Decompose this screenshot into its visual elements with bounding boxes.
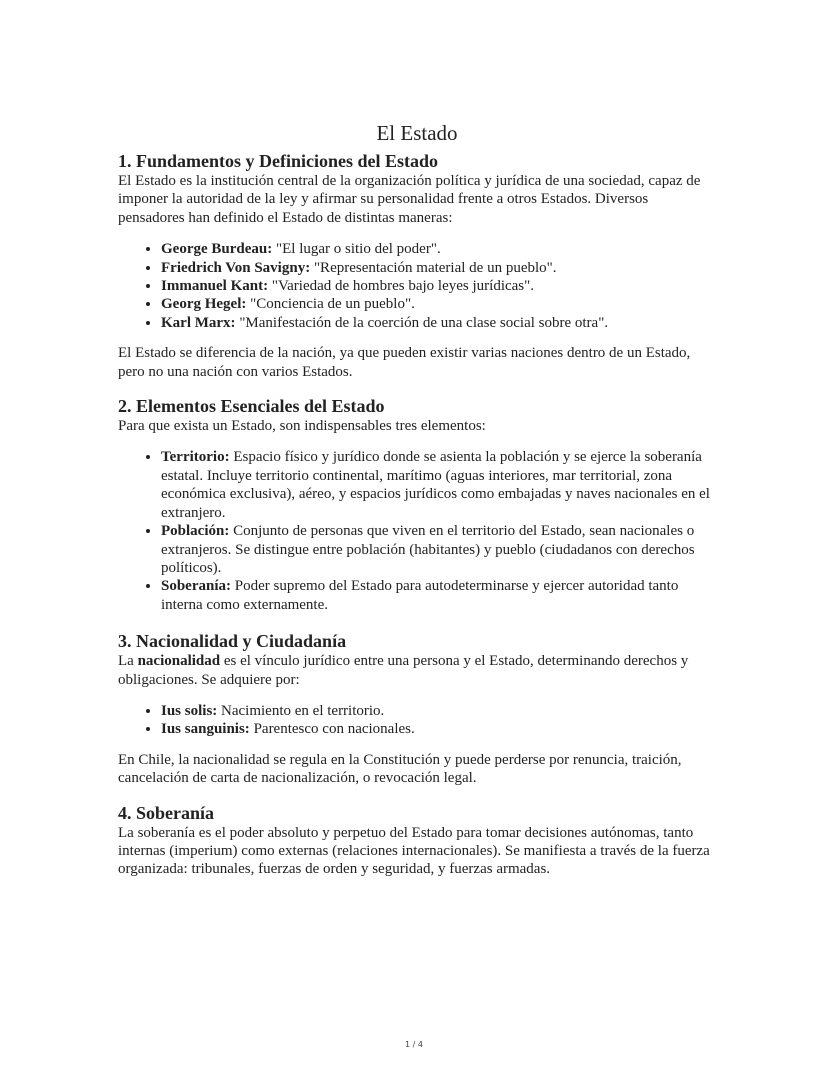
list-item <box>161 577 716 614</box>
list-item <box>161 702 716 720</box>
definitions-list <box>118 240 716 332</box>
term: Karl Marx: <box>161 314 236 331</box>
text: La <box>118 653 138 670</box>
section-heading: 3. Nacionalidad y Ciudadanía <box>118 631 347 652</box>
list-item <box>161 259 716 277</box>
list-item <box>161 448 716 522</box>
section-nacionalidad <box>118 630 716 787</box>
term: Ius sanguinis: <box>161 721 250 738</box>
list-item <box>161 277 716 295</box>
definition: Parentesco con nacionales. <box>249 721 415 738</box>
document-title: El Estado <box>376 121 458 145</box>
section-heading: 1. Fundamentos y Definiciones del Estado <box>118 151 439 171</box>
document-page <box>118 120 716 879</box>
list-item <box>161 522 716 577</box>
term: Friedrich Von Savigny: <box>161 259 311 276</box>
paragraph: El Estado es la institución central de la organización política y jurídica de una sociedad, capaz de imponer la autoridad de la ley y afirmar su personalidad frente a otros Estados. Diversos pensadores han definido el Estado de distintas maneras: <box>118 173 701 226</box>
text: es el vínculo jurídico entre una persona y el Estado, determinando derechos y obligaciones. Se adquiere por: <box>118 653 689 688</box>
definition: "Variedad de hombres bajo leyes jurídicas". <box>268 278 535 295</box>
list-item <box>161 720 716 738</box>
elements-list <box>118 448 716 614</box>
acquisition-list <box>118 702 716 739</box>
page-indicator: 1 / 4 <box>405 1040 423 1049</box>
term: George Burdeau: <box>161 241 273 258</box>
list-item <box>161 314 716 332</box>
list-item <box>161 240 716 258</box>
paragraph: En Chile, la nacionalidad se regula en la Constitución y puede perderse por renuncia, traición, cancelación de carta de nacionalización, o revocación legal. <box>118 751 682 787</box>
section-soberania <box>118 802 716 879</box>
section-heading: 4. Soberanía <box>118 802 215 823</box>
paragraph: El Estado se diferencia de la nación, ya que pueden existir varias naciones dentro de un Estado, pero no una nación con varios Estados. <box>118 345 691 380</box>
definition: "Conciencia de un pueblo". <box>246 296 415 313</box>
paragraph: Para que exista un Estado, son indispensables tres elementos: <box>118 418 486 435</box>
paragraph: La soberanía es el poder absoluto y perpetuo del Estado para tomar decisiones autónomas, tanto internas (imperium) como externas (relaciones internacionales). Se manifiesta a través de la fuerza organizada: tribunales, fuerzas de orden y seguridad, y fuerzas armadas. <box>118 824 710 878</box>
bold-term: nacionalidad <box>137 653 221 670</box>
term: Ius solis: <box>161 702 218 719</box>
definition: Nacimiento en el territorio. <box>217 702 385 719</box>
list-item <box>161 295 716 313</box>
definition: Conjunto de personas que viven en el territorio del Estado, sean nacionales o extranjeros. Se distingue entre población (habitantes) y pueblo (ciudadanos con derechos políticos). <box>161 523 695 576</box>
section-heading: 2. Elementos Esenciales del Estado <box>118 396 385 417</box>
term: Georg Hegel: <box>161 296 247 313</box>
definition: Espacio físico y jurídico donde se asienta la población y se ejerce la soberanía estatal. Incluye territorio continental, marítimo (aguas interiores, mar territorial, zona económica exclusiva), aéreo, y espacios jurídicos como embajadas y naves nacionales en el extranjero. <box>161 449 710 521</box>
term: Soberanía: <box>161 578 232 595</box>
term: Immanuel Kant: <box>161 278 269 295</box>
section-fundamentos <box>118 150 716 381</box>
definition: Poder supremo del Estado para autodeterminarse y ejercer autoridad tanto interna como externamente. <box>161 578 679 613</box>
definition: "Representación material de un pueblo". <box>310 259 557 276</box>
definition: "El lugar o sitio del poder". <box>272 241 441 258</box>
section-elementos <box>118 395 716 614</box>
term: Población: <box>161 523 230 540</box>
paragraph <box>118 652 716 689</box>
definition: "Manifestación de la coerción de una clase social sobre otra". <box>235 314 609 331</box>
term: Territorio: <box>161 449 230 466</box>
